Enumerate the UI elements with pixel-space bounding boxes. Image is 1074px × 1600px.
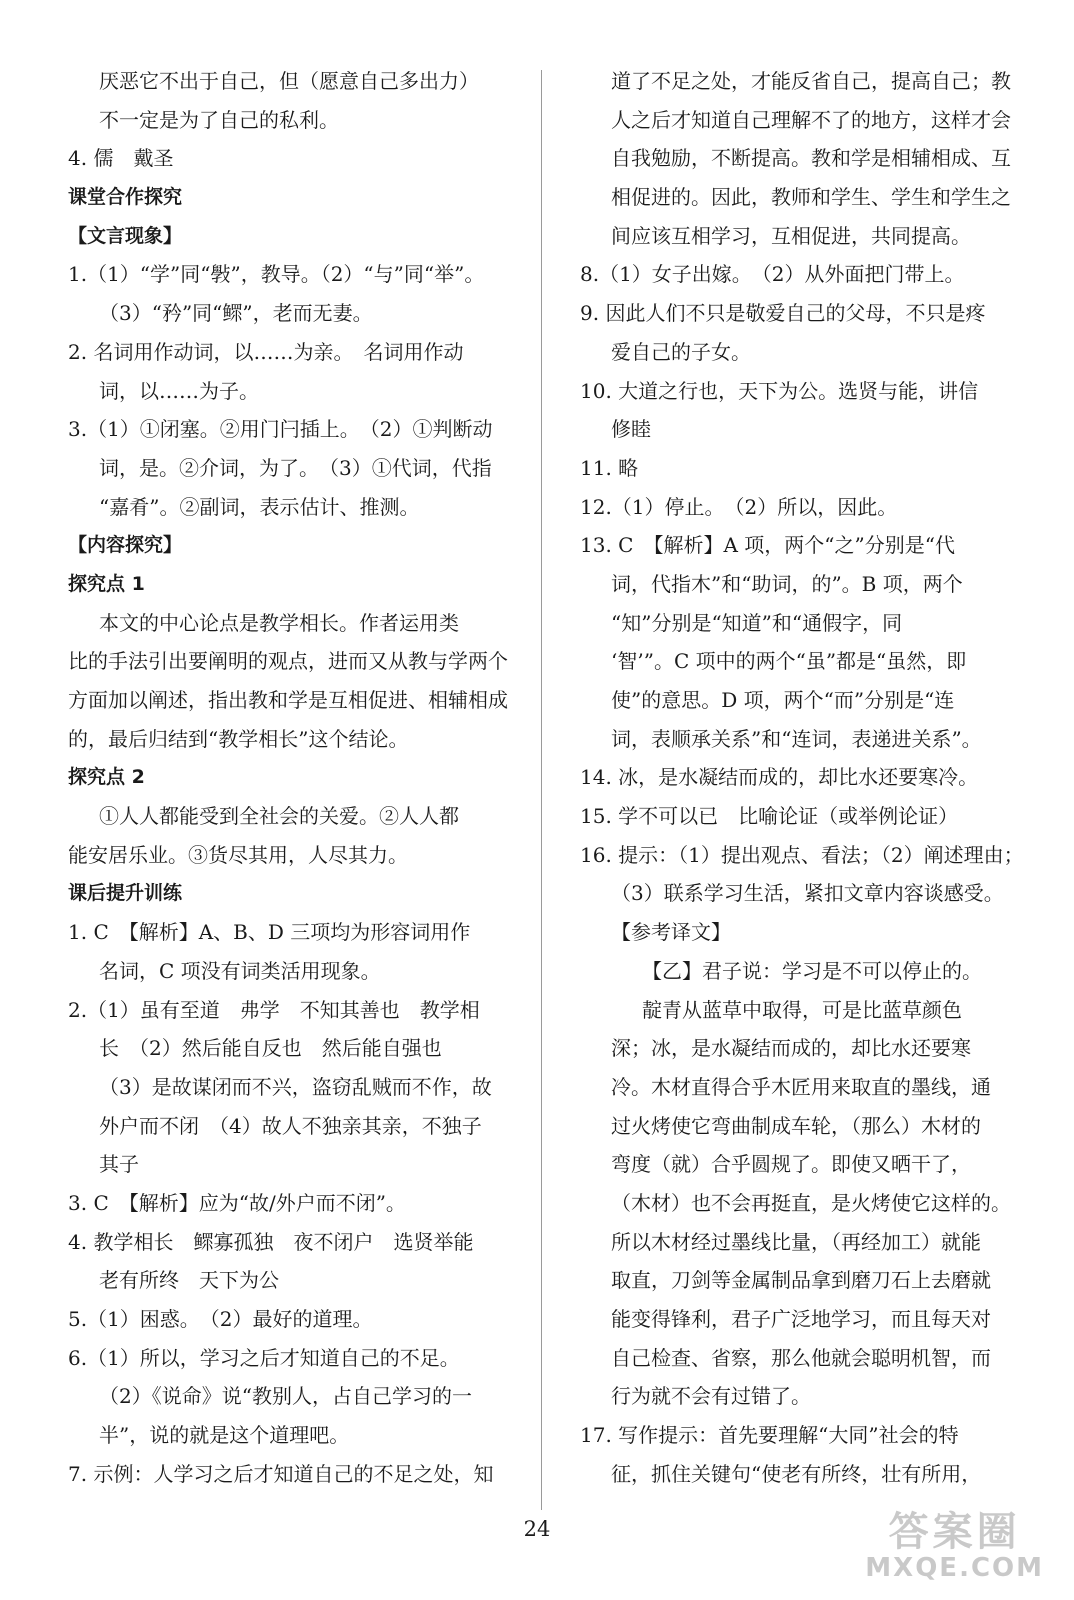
right-text-line: 相促进的。因此，教师和学生、学生和学生之: [611, 185, 1011, 210]
right-text-line: 人之后才知道自己理解不了的地方，这样才会: [611, 107, 1011, 132]
left-text-line: ①人人都能受到全社会的关爱。②人人都: [99, 804, 459, 829]
right-text-line: 靛青从蓝草中取得，可是比蓝草颜色: [642, 997, 962, 1022]
left-text-line: 不一定是为了自己的私利。: [99, 107, 339, 132]
right-text-line: 弯度（就）合乎圆规了。即使又晒干了，: [611, 1152, 971, 1177]
left-text-line: 2. 名词用作动词，以……为亲。 名词用作动: [68, 339, 464, 364]
left-text-line: 名词，C 项没有词类活用现象。: [99, 958, 381, 983]
right-text-line: 自己检查、省察，那么他就会聪明机智，而: [611, 1345, 991, 1370]
left-text-line: （2）《说命》说“教别人，占自己学习的一: [99, 1384, 472, 1409]
left-column: [68, 62, 508, 1493]
left-text-line: 半”，说的就是这个道理吧。: [99, 1423, 350, 1448]
left-text-line: 1. C 【解析】A、B、D 三项均为形容词用作: [68, 920, 471, 945]
left-text-line: 的，最后归结到“教学相长”这个结论。: [68, 726, 409, 751]
right-text-line: 过火烤使它弯曲制成车轮，（那么）木材的: [611, 1113, 981, 1138]
right-text-line: 间应该互相学习，互相促进，共同提高。: [611, 223, 971, 248]
column-divider: [541, 70, 542, 1510]
right-text-line: 11. 略: [580, 455, 639, 480]
right-text-line: 冷。木材直得合乎木匠用来取直的墨线，通: [611, 1074, 991, 1099]
right-text-line: 修睦: [611, 417, 651, 442]
right-text-line: 自我勉励，不断提高。教和学是相辅相成、互: [611, 146, 1011, 171]
left-text-line: 3.（1）①闭塞。②用门闩插上。 （2）①判断动: [68, 417, 493, 442]
left-text-line: 探究点 2: [68, 766, 145, 789]
right-text-line: “知”分别是“知道”和“通假字，同: [611, 610, 903, 635]
right-text-line: 16. 提示：（1）提出观点、看法；（2）阐述理由；: [580, 842, 1024, 867]
right-text-line: 17. 写作提示：首先要理解“大同”社会的特: [580, 1423, 959, 1448]
left-text-line: “嘉肴”。②副词，表示估计、推测。: [99, 494, 420, 519]
left-text-line: 5.（1）困惑。 （2）最好的道理。: [68, 1307, 373, 1331]
left-text-line: 7. 示例：人学习之后才知道自己的不足之处，知: [68, 1461, 494, 1486]
right-text-line: 使”的意思。D 项，两个“而”分别是“连: [611, 688, 955, 712]
left-text-line: 课堂合作探究: [68, 186, 183, 209]
right-text-line: 道了不足之处，才能反省自己，提高自己；教: [611, 69, 1011, 93]
left-text-line: 能安居乐业。③货尽其用，人尽其力。: [68, 842, 408, 867]
right-text-line: 15. 学不可以已 比喻论证（或举例论证）: [580, 804, 959, 829]
right-text-line: （木材）也不会再挺直，是火烤使它这样的。: [611, 1190, 1011, 1215]
right-text-line: 【参考译文】: [611, 920, 731, 945]
left-text-line: 课后提升训练: [68, 882, 183, 905]
right-text-line: 行为就不会有过错了。: [611, 1384, 811, 1409]
right-text-line: 13. C 【解析】A 项，两个“之”分别是“代: [580, 533, 955, 558]
watermark-line2: MXQE.COM: [865, 1553, 1044, 1583]
page-number: 24: [523, 1517, 551, 1541]
left-text-line: 其子: [99, 1152, 139, 1177]
right-text-line: 14. 冰，是水凝结而成的，却比水还要寒冷。: [580, 765, 979, 790]
left-text-line: 厌恶它不出于自己，但（愿意自己多出力）: [99, 69, 479, 93]
left-text-line: 6.（1）所以，学习之后才知道自己的不足。: [68, 1345, 460, 1370]
left-text-line: 【内容探究】: [68, 534, 183, 557]
left-text-line: 外户而不闭 （4）故人不独亲其亲，不独子: [99, 1113, 482, 1138]
left-text-line: 4. 教学相长 鳏寡孤独 夜不闭户 选贤举能: [68, 1229, 474, 1254]
left-text-line: 4. 儒 戴圣: [68, 146, 174, 171]
right-text-line: 9. 因此人们不只是敬爱自己的父母，不只是疼: [580, 301, 986, 326]
left-text-line: 本文的中心论点是教学相长。作者运用类: [99, 610, 459, 635]
right-text-line: 12.（1）停止。 （2）所以，因此。: [580, 494, 898, 519]
left-text-line: 方面加以阐述，指出教和学是互相促进、相辅相成: [68, 688, 508, 712]
left-text-line: 2.（1）虽有至道 弗学 不知其善也 教学相: [68, 997, 480, 1022]
left-text-line: 词，是。②介词，为了。 （3）①代词，代指: [99, 455, 492, 480]
watermark-line1: 答案圈: [888, 1509, 1021, 1555]
right-text-line: 10. 大道之行也，天下为公。选贤与能，讲信: [580, 378, 979, 403]
left-text-line: 探究点 1: [68, 572, 145, 595]
right-text-line: 取直，刀剑等金属制品拿到磨刀石上去磨就: [611, 1268, 991, 1293]
right-text-line: （3）联系学习生活，紧扣文章内容谈感受。: [611, 881, 1004, 906]
left-text-line: （3）“矜”同“鳏”，老而无妻。: [99, 301, 373, 326]
right-text-line: 8.（1）女子出嫁。 （2）从外面把门带上。: [580, 262, 965, 287]
right-text-line: 【乙】君子说：学习是不可以停止的。: [642, 958, 982, 983]
right-text-line: 所以木材经过墨线比量，（再经加工）就能: [611, 1229, 981, 1254]
right-column: [580, 62, 1024, 1493]
right-text-line: 词，表顺承关系”和“连词，表递进关系”。: [611, 726, 982, 751]
right-text-line: 词，代指木”和“助词，的”。B 项，两个: [611, 571, 963, 596]
right-text-line: 爱自己的子女。: [611, 339, 751, 364]
left-text-line: 老有所终 天下为公: [99, 1268, 279, 1293]
left-text-line: （3）是故谋闭而不兴，盗窃乱贼而不作，故: [99, 1074, 492, 1099]
left-text-line: 1.（1）“学”同“斅”，教导。（2）“与”同“举”。: [68, 262, 485, 287]
left-text-line: 3. C 【解析】应为“故/外户而不闭”。: [68, 1190, 406, 1215]
right-text-line: ‘智’”。C 项中的两个“虽”都是“虽然，即: [611, 649, 967, 674]
left-text-line: 长 （2）然后能自反也 然后能自强也: [99, 1036, 442, 1061]
watermark-logo: [865, 1510, 1044, 1582]
right-text-line: 能变得锋利，君子广泛地学习，而且每天对: [611, 1307, 991, 1331]
left-text-line: 【文言现象】: [68, 224, 183, 247]
right-text-line: 征，抓住关键句“使老有所终，壮有所用，: [611, 1461, 982, 1486]
left-text-line: 词，以……为子。: [99, 378, 259, 403]
left-text-line: 比的手法引出要阐明的观点，进而又从教与学两个: [68, 649, 508, 674]
right-text-line: 深；冰，是水凝结而成的，却比水还要寒: [611, 1036, 971, 1061]
